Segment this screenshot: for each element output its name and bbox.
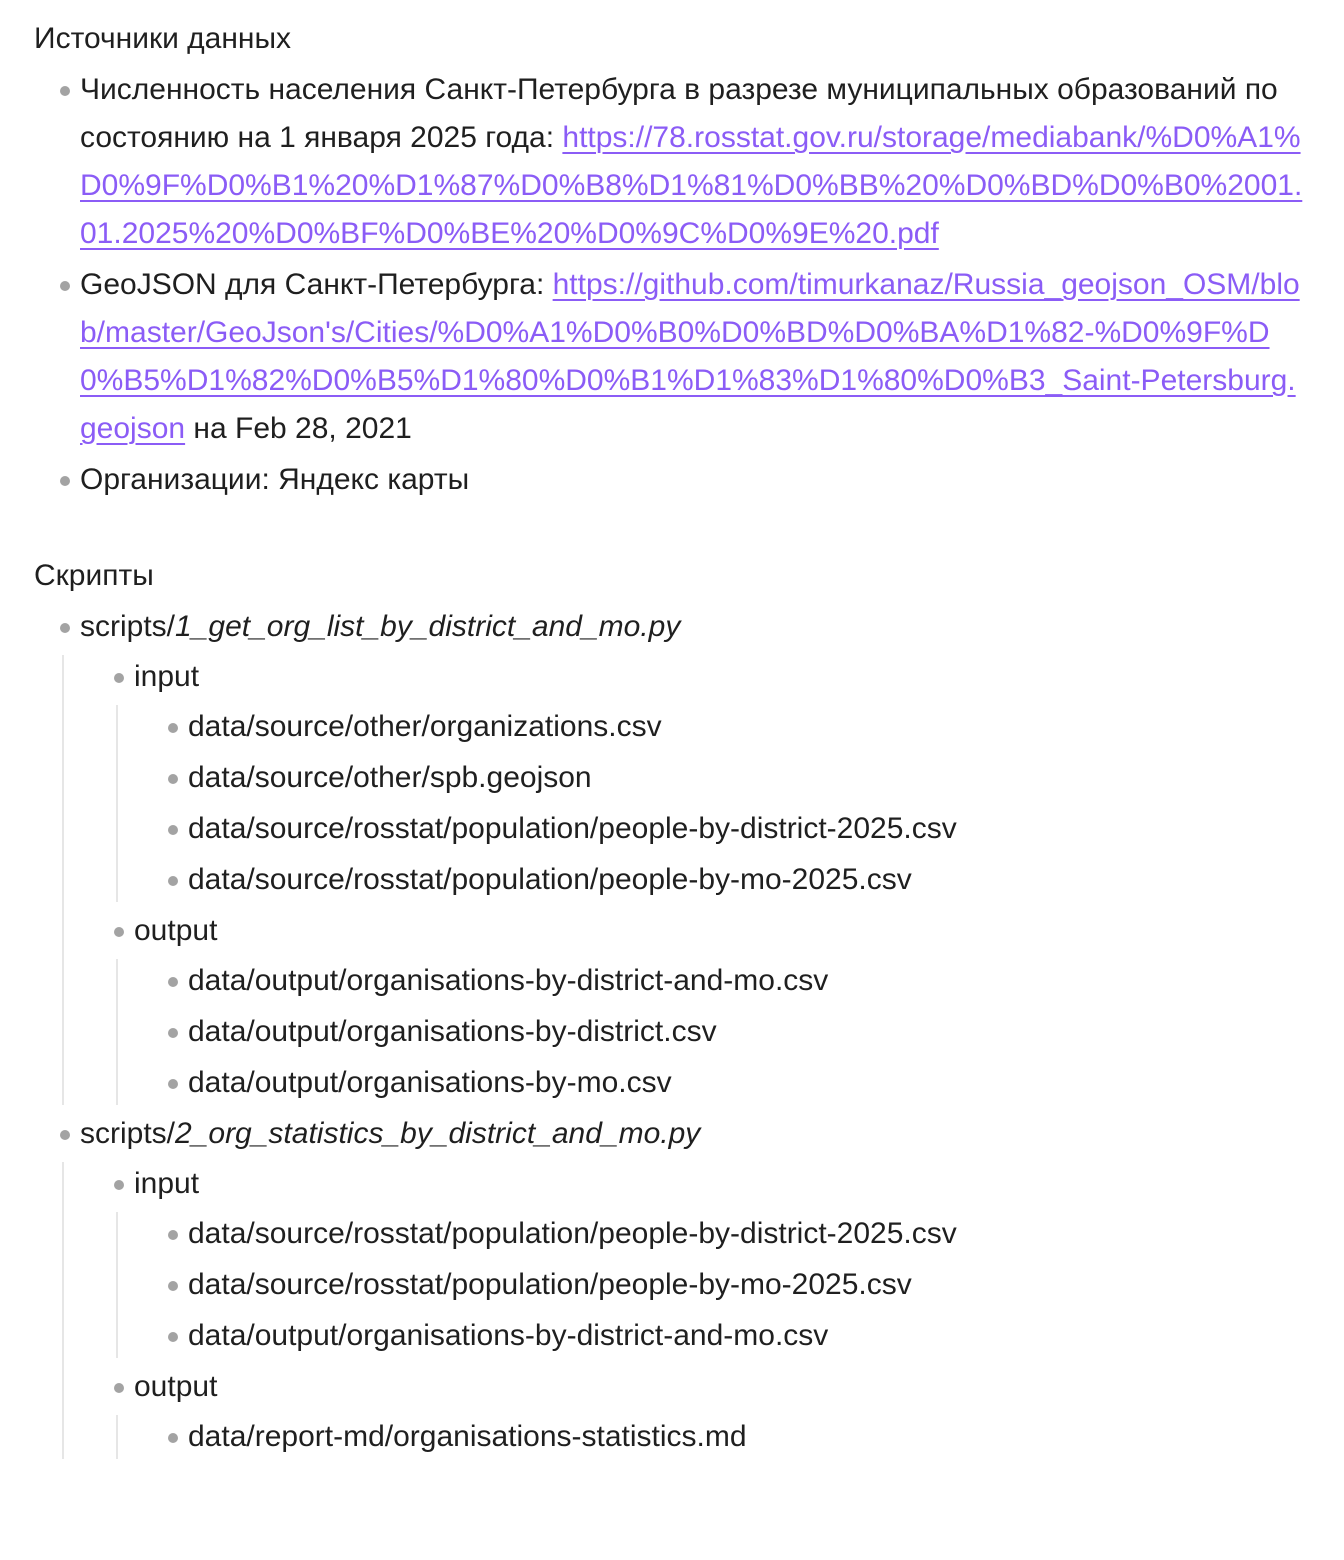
script-prefix: scripts/ [80,610,176,643]
script-prefix: scripts/ [80,1117,176,1150]
input-files-list [116,1210,1310,1360]
bullet-icon [168,977,178,987]
list-item [34,456,1310,504]
list-item [134,856,1310,904]
bullet-icon [168,825,178,835]
file-path: data/report-md/organisations-statistics.md [188,1420,747,1453]
bullet-icon [60,86,70,96]
sources-list [34,66,1310,504]
io-label: output [134,914,218,947]
io-group-input [80,1160,1310,1360]
bullet-icon [168,1433,178,1443]
output-files-list [116,1413,1310,1461]
bullet-icon [114,1383,124,1393]
list-item [134,754,1310,802]
file-path: data/output/organisations-by-district-and-mo.csv [188,964,829,997]
list-item [134,1261,1310,1309]
script-io-list [62,653,1310,1107]
list-item [134,1413,1310,1461]
bullet-icon [60,623,70,633]
source-description: GeoJSON для Санкт-Петербурга: [80,268,553,301]
bullet-icon [60,476,70,486]
source-link[interactable]: https://github.com/timurkanaz/Russia_geojson_OSM/blob/master/GeoJson's/Cities/%D0%A1%D0%B0%D0%BD%D0%BA%D1%82-%D0%9F%D0%B5%D1%82%D0%B5%D1%80%D0%B1%D1%83%D1%80%D0%B3_Saint-Petersburg.geojson [80,268,1300,445]
bullet-icon [114,1180,124,1190]
list-item [134,703,1310,751]
scripts-list [34,603,1310,1461]
bullet-icon [168,876,178,886]
bullet-icon [168,723,178,733]
io-label: input [134,660,200,693]
bullet-icon [168,1230,178,1240]
output-files-list [116,957,1310,1107]
io-group-input [80,653,1310,904]
bullet-icon [168,1028,178,1038]
list-item [134,1312,1310,1360]
script-item [34,1110,1310,1461]
list-item [134,1059,1310,1107]
source-description: Организации: Яндекс карты [80,463,470,496]
scripts-heading: Скрипты [34,559,154,592]
bullet-icon [114,927,124,937]
file-path: data/source/rosstat/population/people-by-mo-2025.csv [188,863,912,896]
list-item [134,805,1310,853]
file-path: data/source/rosstat/population/people-by-mo-2025.csv [188,1268,912,1301]
io-group-output [80,907,1310,1107]
bullet-icon [168,1281,178,1291]
source-description: Численность населения Санкт-Петербурга в разрезе муниципальных образований по состоянию на 1 января 2025 года: [80,73,1278,154]
io-label: output [134,1370,218,1403]
script-item [34,603,1310,1107]
file-path: data/source/rosstat/population/people-by-district-2025.csv [188,1217,957,1250]
file-path: data/output/organisations-by-mo.csv [188,1066,672,1099]
file-path: data/source/other/spb.geojson [188,761,592,794]
list-item [134,957,1310,1005]
list-item [134,1008,1310,1056]
sources-heading: Источники данных [34,22,292,55]
bullet-icon [168,1332,178,1342]
script-file-name: 1_get_org_list_by_district_and_mo.py [175,610,681,643]
list-item [134,1210,1310,1258]
section-gap [34,507,1310,551]
file-path: data/source/other/organizations.csv [188,710,662,743]
list-item [34,66,1310,258]
io-group-output [80,1363,1310,1461]
file-path: data/output/organisations-by-district-and-mo.csv [188,1319,829,1352]
script-io-list [62,1160,1310,1461]
file-path: data/output/organisations-by-district.csv [188,1015,717,1048]
bullet-icon [60,1130,70,1140]
input-files-list [116,703,1310,904]
script-file-name: 2_org_statistics_by_district_and_mo.py [175,1117,701,1150]
source-date: на Feb 28, 2021 [185,412,412,445]
io-label: input [134,1167,200,1200]
list-item [34,261,1310,453]
file-path: data/source/rosstat/population/people-by-district-2025.csv [188,812,957,845]
bullet-icon [168,774,178,784]
source-link[interactable]: https://78.rosstat.gov.ru/storage/mediabank/%D0%A1%D0%9F%D0%B1%20%D1%87%D0%B8%D1%81%D0%BB%20%D0%BD%D0%B0%2001.01.2025%20%D0%BF%D0%BE%20%D0%9C%D0%9E%20.pdf [80,121,1303,250]
bullet-icon [114,673,124,683]
bullet-icon [168,1079,178,1089]
bullet-icon [60,281,70,291]
